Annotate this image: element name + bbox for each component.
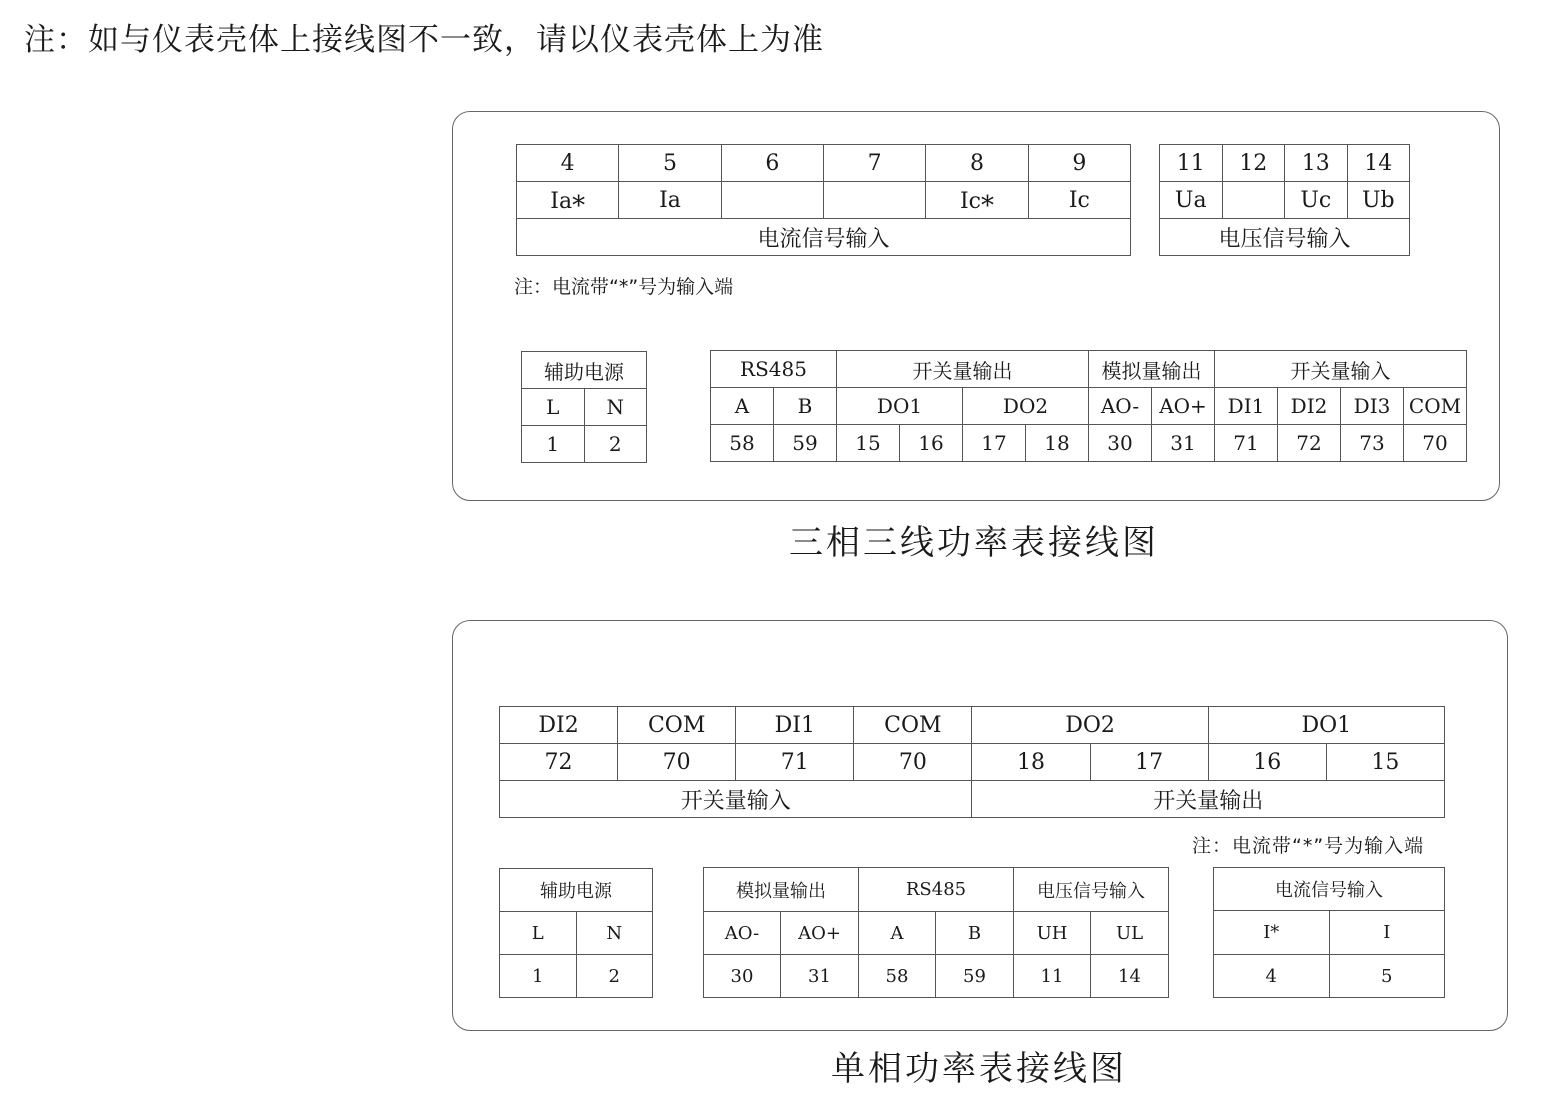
sub-a: A	[711, 388, 774, 425]
sub-do2: DO2	[963, 388, 1089, 425]
label-ic: Ic	[1028, 182, 1130, 219]
star-mark: *	[572, 191, 586, 219]
label-ia: Ia	[619, 182, 721, 219]
aux-power-title: 辅助电源	[500, 869, 653, 912]
label-ia-star: Ia*	[517, 182, 619, 219]
terminal-16: 16	[900, 425, 963, 462]
single-phase-current-table	[1213, 867, 1445, 998]
label-di2: DI2	[500, 707, 618, 744]
label-ic-star: Ic*	[926, 182, 1028, 219]
label-ua: Ua	[1160, 182, 1223, 219]
current-group-label: 电流信号输入	[1214, 868, 1445, 911]
group-switch-output: 开关量输出	[837, 351, 1089, 388]
group-rs485: RS485	[711, 351, 837, 388]
current-group-label: 电流信号输入	[517, 219, 1131, 256]
label-n: N	[576, 912, 653, 955]
terminal-73: 73	[1341, 425, 1404, 462]
terminal-11: 11	[1160, 145, 1223, 182]
label-empty-6	[721, 182, 823, 219]
terminal-14: 14	[1347, 145, 1410, 182]
label-empty-12	[1222, 182, 1285, 219]
group-analog-output: 模拟量输出	[704, 868, 859, 912]
label-empty-7	[823, 182, 925, 219]
three-phase-current-table	[516, 144, 1131, 256]
label-i: I	[1329, 911, 1445, 955]
terminal-59: 59	[936, 955, 1014, 998]
terminal-30: 30	[1089, 425, 1152, 462]
label-com: COM	[618, 707, 736, 744]
top-note: 注：如与仪表壳体上接线图不一致，请以仪表壳体上为准	[24, 22, 824, 58]
terminal-72: 72	[500, 744, 618, 781]
sub-b: B	[774, 388, 837, 425]
three-phase-io-table	[710, 350, 1467, 462]
label-b: B	[936, 912, 1014, 955]
three-phase-voltage-table	[1159, 144, 1410, 256]
terminal-1: 1	[500, 955, 577, 998]
terminal-2: 2	[584, 426, 647, 463]
terminal-71: 71	[736, 744, 854, 781]
label-n: N	[584, 389, 647, 426]
terminal-70: 70	[854, 744, 972, 781]
sub-di3: DI3	[1341, 388, 1404, 425]
group-voltage-input: 电压信号输入	[1014, 868, 1169, 912]
aux-power-title: 辅助电源	[522, 352, 647, 389]
single-phase-switch-table	[499, 706, 1445, 818]
label-ul: UL	[1091, 912, 1169, 955]
label-ao-minus: AO-	[704, 912, 781, 955]
single-phase-note: 注：电流带“*”号为输入端	[1192, 835, 1425, 857]
terminal-12: 12	[1222, 145, 1285, 182]
terminal-7: 7	[823, 145, 925, 182]
terminal-16: 16	[1208, 744, 1326, 781]
terminal-14: 14	[1091, 955, 1169, 998]
group-analog-output: 模拟量输出	[1089, 351, 1215, 388]
terminal-72: 72	[1278, 425, 1341, 462]
label-di1: DI1	[736, 707, 854, 744]
label-a: A	[859, 912, 936, 955]
sub-ao-plus: AO+	[1152, 388, 1215, 425]
three-phase-caption: 三相三线功率表接线图	[789, 523, 1159, 563]
label-ao-plus: AO+	[781, 912, 859, 955]
group-switch-input: 开关量输入	[1215, 351, 1467, 388]
terminal-58: 58	[859, 955, 936, 998]
label-uc: Uc	[1285, 182, 1348, 219]
single-phase-aux-power-table	[499, 868, 653, 998]
terminal-15: 15	[837, 425, 900, 462]
terminal-15: 15	[1326, 744, 1444, 781]
three-phase-note: 注：电流带“*”号为输入端	[514, 276, 734, 298]
terminal-18: 18	[972, 744, 1090, 781]
group-switch-output: 开关量输出	[972, 781, 1445, 818]
terminal-31: 31	[1152, 425, 1215, 462]
terminal-1: 1	[522, 426, 585, 463]
terminal-58: 58	[711, 425, 774, 462]
terminal-11: 11	[1014, 955, 1091, 998]
terminal-59: 59	[774, 425, 837, 462]
terminal-2: 2	[576, 955, 653, 998]
label-com: COM	[854, 707, 972, 744]
terminal-17: 17	[963, 425, 1026, 462]
voltage-group-label: 电压信号输入	[1160, 219, 1410, 256]
label-i-star: I*	[1214, 911, 1330, 955]
label-l: L	[500, 912, 577, 955]
terminal-70: 70	[1404, 425, 1467, 462]
sub-do1: DO1	[837, 388, 963, 425]
single-phase-mid-table	[703, 867, 1169, 998]
terminal-9: 9	[1028, 145, 1130, 182]
terminal-30: 30	[704, 955, 781, 998]
label-do2: DO2	[972, 707, 1208, 744]
group-rs485: RS485	[859, 868, 1014, 912]
terminal-5: 5	[1329, 955, 1445, 998]
label-ub: Ub	[1347, 182, 1410, 219]
terminal-70: 70	[618, 744, 736, 781]
terminal-6: 6	[721, 145, 823, 182]
star-mark: *	[980, 191, 994, 219]
terminal-8: 8	[926, 145, 1028, 182]
terminal-71: 71	[1215, 425, 1278, 462]
terminal-17: 17	[1090, 744, 1208, 781]
sub-di1: DI1	[1215, 388, 1278, 425]
label-do1: DO1	[1208, 707, 1444, 744]
terminal-18: 18	[1026, 425, 1089, 462]
sub-com: COM	[1404, 388, 1467, 425]
terminal-4: 4	[517, 145, 619, 182]
sub-ao-minus: AO-	[1089, 388, 1152, 425]
terminal-4: 4	[1214, 955, 1330, 998]
label-uh: UH	[1014, 912, 1091, 955]
group-switch-input: 开关量输入	[500, 781, 972, 818]
terminal-5: 5	[619, 145, 721, 182]
terminal-13: 13	[1285, 145, 1348, 182]
three-phase-aux-power-table	[521, 351, 647, 463]
sub-di2: DI2	[1278, 388, 1341, 425]
single-phase-caption: 单相功率表接线图	[831, 1049, 1127, 1089]
terminal-31: 31	[781, 955, 859, 998]
label-l: L	[522, 389, 585, 426]
